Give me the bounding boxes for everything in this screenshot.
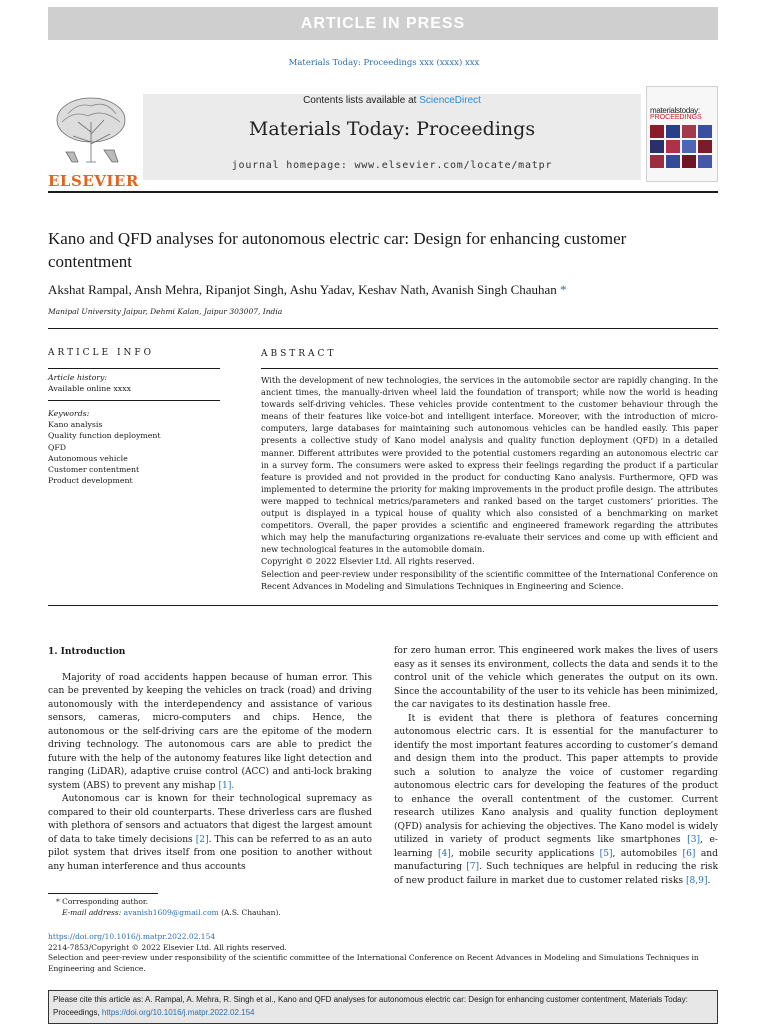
corresponding-label: Corresponding author. (62, 897, 149, 906)
email-owner: (A.S. Chauhan). (218, 907, 281, 917)
intro-paragraph-4 (394, 713, 718, 889)
header-rule (48, 191, 718, 193)
intro-p1-text: Majority of road accidents happen because of human error. This can be prevented by keeping the vehicles on track (road) and driving autonomously with the interdependency and assistance of various sensors, cameras, micro-computers and chips. Hence, the autonomous or the self-driving cars are the epitome of the modern driving technology. The autonomous cars are able to predict the future with the help of the autonomy features like light detection and ranging (LiDAR), adaptive cruise control (ACC) and anti-lock braking system (ABS) to prevent any mishap (48, 672, 372, 791)
citation-1[interactable]: [1]. (218, 780, 235, 791)
abstract-rule (261, 368, 718, 369)
article-title: Kano and QFD analyses for autonomous electric car: Design for enhancing customer contentment (48, 229, 627, 271)
authors-text: Akshat Rampal, Ansh Mehra, Ripanjot Singh, Ashu Yadav, Keshav Nath, Avanish Singh Chauhan (48, 282, 557, 297)
publication-footer (48, 932, 718, 974)
citation-6[interactable]: [6] (682, 848, 696, 859)
intro-p4f-text: . Such techniques are helpful in reducing the risk of new product failure in market due to customer related risks (394, 862, 718, 886)
tree-icon (48, 92, 134, 172)
intro-p4d-text: , automobiles (612, 848, 683, 859)
cover-title: materialstoday: (650, 106, 700, 115)
citation-3[interactable]: [3] (687, 835, 701, 845)
article-info-rule (48, 368, 220, 369)
cover-subtitle: PROCEEDINGS (650, 114, 702, 121)
affiliation: Manipal University Jaipur, Dehmi Kalan, Jaipur 303007, India (48, 307, 283, 316)
keyword: Customer contentment (48, 465, 140, 475)
journal-reference (0, 58, 768, 68)
abstract-end-rule (48, 605, 718, 606)
keyword: Quality function deployment (48, 431, 161, 441)
cover-image-grid (650, 125, 714, 169)
abstract-text: With the development of new technologies, the services in the automobile sector are rapidly changing. In the ancient times, the manually-driven wheel laid the foundation of transport; while now the world is heading towards self-driving vehicles. These vehicles provide contentment to the customer behaviour through the means of their features like voice-bot and intelligent interface. Moreover, with the introduction of micro-computers, large databases for maintaining such autonomous vehicles can be handled easily. This paper presents a collective study of Kano model analysis and quality function deployment (QFD) in a detailed manner. Different attributes were provided to the potential customers regarding an autonomous electric car in a survey form. The consumers were asked to express their feelings regarding the product if a particular feature is provided and not provided in the product for conducting Kano analysis. Furthermore, QFD was implemented to determine the priority for making improvements in the product profile design. The attributes were mapped to technical metrics/parameters and ranked based on the target customers’ priorities. The output is displayed in a typical house of quality which also consisted of a benchmarking on market competitors. Overall, the paper provides a scientific and engineered framework regarding the attributes which may help the manufacturing organizations re-evaluate their services and come up with efficient and new technological features in the automobile domain. (261, 375, 718, 555)
introduction-heading: 1. Introduction (48, 646, 126, 657)
keyword: Kano analysis (48, 420, 103, 430)
intro-p2a-text: Autonomous car is known for their technological supremacy as compared to their old counterparts. These driverless cars are flushed with plethora of sensors and actuators that digest the largest amount of data to take timely decisions (48, 794, 372, 845)
footnote-corresponding: * Corresponding author. E-mail address: avanish1609@gmail.com (A.S. Chauhan). (56, 897, 281, 917)
journal-header (48, 86, 718, 190)
intro-p4e-text: and manufacturing (394, 848, 718, 872)
sciencedirect-link[interactable]: ScienceDirect (419, 95, 481, 106)
keyword: Autonomous vehicle (48, 453, 128, 463)
doi-link[interactable]: https://doi.org/10.1016/j.matpr.2022.02.154 (48, 932, 216, 941)
intro-p2b-text: . This can be referred to as an auto pilot system that drives itself from one position to another without any human interference and thus accounts (48, 834, 372, 872)
article-info-heading: ARTICLE INFO (48, 348, 155, 358)
abstract-peer-review: Selection and peer-review under responsibility of the scientific committee of the International Conference on Recent Advances in Modeling and Simulations Techniques in Engineering and Science. (261, 568, 718, 591)
author-list (48, 282, 718, 298)
intro-paragraph-2 (48, 793, 372, 874)
elsevier-wordmark: ELSEVIER (48, 172, 139, 190)
corresponding-author-mark[interactable]: * (560, 282, 567, 297)
history-value: Available online xxxx (48, 384, 131, 394)
issn-copyright: 2214-7853/Copyright © 2022 Elsevier Ltd. All rights reserved. (48, 942, 287, 952)
journal-masthead (143, 94, 641, 180)
intro-paragraph-3: for zero human error. This engineered work makes the lives of users easy as it senses its environment, collects the data and sends it to the control unit of the vehicle which generates the output on its own. Since the accountability of the user to its vehicle has been minimized, the car navigates to its destination hassle free. (394, 646, 718, 710)
citation-7[interactable]: [7] (466, 862, 480, 872)
citation-8-9[interactable]: [8,9] (685, 875, 708, 886)
intro-paragraph-1 (48, 672, 372, 794)
citation-2[interactable]: [2] (195, 834, 209, 845)
journal-title: Materials Today: Proceedings (248, 118, 536, 140)
abstract-body (261, 374, 718, 592)
contents-prefix: Contents lists available at (303, 95, 420, 106)
affiliation-rule (48, 328, 718, 329)
citation-4[interactable]: [4] (437, 848, 451, 859)
intro-p4g-text: . (707, 875, 711, 886)
journal-cover-thumbnail (646, 86, 718, 182)
right-column (394, 645, 718, 888)
abstract-copyright: Copyright © 2022 Elsevier Ltd. All rights reserved. (261, 556, 475, 567)
left-column (48, 645, 372, 874)
citation-5[interactable]: [5] (599, 848, 613, 859)
citation-text: Please cite this article as: A. Rampal, A. Mehra, R. Singh et al., Kano and QFD analyses for autonomous electric car: Design for enhancing customer contentment, Materials Today: Proceedings, (53, 995, 688, 1017)
email-link[interactable]: avanish1609@gmail.com (123, 907, 219, 917)
keywords-label: Keywords: (48, 409, 90, 418)
intro-p4a-text: It is evident that there is plethora of features concerning autonomous electric cars. It is essential for the manufacturer to identify the most important features according to customer’s demand and design them into the product. This paper attempts to provide such a solution to analyze the voice of customer regarding autonomous electric cars for developing the features of the product to enhance the overall contentment of the customer. Current research utilizes Kano analysis and quality function deployment (QFD) analysis for achieving the objectives. The Kano model is widely utilized in variety of product segments like smartphones (394, 713, 718, 845)
article-history (48, 372, 228, 394)
footnote-rule (48, 893, 158, 894)
intro-p4b-text: , e-learning (394, 835, 718, 859)
keyword: Product development (48, 476, 133, 486)
citation-box (48, 990, 718, 1024)
intro-p4c-text: , mobile security applications (450, 848, 600, 859)
abstract-heading: ABSTRACT (261, 349, 337, 359)
journal-reference-link[interactable]: Materials Today: Proceedings xxx (xxxx) xxx (288, 58, 480, 68)
keywords-block (48, 408, 228, 486)
footer-peer-review: Selection and peer-review under responsibility of the scientific committee of the International Conference on Recent Advances in Modeling and Simulations Techniques in Engineering and Science. (48, 953, 699, 973)
citation-doi-link[interactable]: https://doi.org/10.1016/j.matpr.2022.02.154 (101, 1008, 255, 1017)
elsevier-tree-logo (48, 92, 139, 190)
contents-line (143, 95, 641, 106)
journal-homepage[interactable]: journal homepage: www.elsevier.com/locate/matpr (231, 160, 553, 171)
history-label: Article history: (48, 373, 108, 382)
keyword: QFD (48, 442, 67, 452)
article-in-press-banner: ARTICLE IN PRESS (48, 7, 718, 40)
email-label: E-mail address: (62, 907, 124, 917)
history-rule (48, 400, 220, 401)
